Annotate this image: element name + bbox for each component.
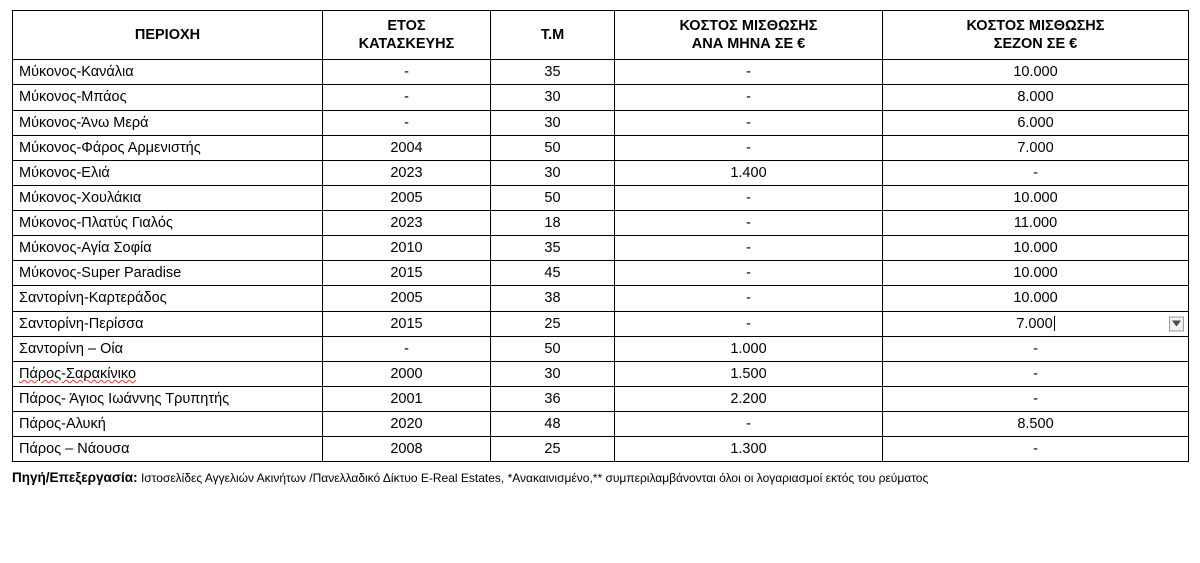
cell-sqm: 50: [491, 185, 615, 210]
cell-monthly-cost: 1.500: [615, 361, 883, 386]
cell-sqm: 35: [491, 60, 615, 85]
column-header-area: [13, 11, 323, 60]
cell-season-cost: 6.000: [883, 110, 1189, 135]
cell-area-text: Πάρος-Σαρακίνικο: [19, 365, 137, 382]
cell-season-cost: -: [883, 386, 1189, 411]
cell-monthly-cost: -: [615, 135, 883, 160]
column-header-area-label: ΠΕΡΙΟΧΗ: [134, 27, 201, 44]
cell-season-cost: -: [883, 361, 1189, 386]
column-header-season-line1: ΚΟΣΤΟΣ ΜΙΣΘΩΣΗΣ: [966, 18, 1105, 34]
cell-year: 2023: [323, 160, 491, 185]
cell-sqm: 30: [491, 361, 615, 386]
table-header: [13, 11, 1189, 60]
cell-year: 2008: [323, 437, 491, 462]
table-row: [13, 135, 1189, 160]
cell-sqm: 48: [491, 412, 615, 437]
cell-year: 2005: [323, 185, 491, 210]
table-row: [13, 110, 1189, 135]
cell-area: [13, 361, 323, 386]
cell-monthly-cost: 1.400: [615, 160, 883, 185]
cell-season-cost: 8.000: [883, 85, 1189, 110]
table-row: [13, 261, 1189, 286]
table-body: [13, 60, 1189, 462]
cell-season-cost: -: [883, 160, 1189, 185]
cell-area: Μύκονος-Πλατύς Γιαλός: [13, 211, 323, 236]
cell-season-cost: 10.000: [883, 261, 1189, 286]
cell-year: 2000: [323, 361, 491, 386]
cell-area: Μύκονος-Άνω Μερά: [13, 110, 323, 135]
table-row: [13, 211, 1189, 236]
cell-area: Μύκονος-Μπάος: [13, 85, 323, 110]
column-header-year: [323, 11, 491, 60]
cell-area: Μύκονος-Super Paradise: [13, 261, 323, 286]
chevron-down-icon[interactable]: [1169, 316, 1184, 331]
cell-monthly-cost: -: [615, 85, 883, 110]
cell-season-cost: 7.000: [883, 135, 1189, 160]
cell-area: Πάρος- Άγιος Ιωάννης Τρυπητής: [13, 386, 323, 411]
cell-monthly-cost: -: [615, 286, 883, 311]
cell-monthly-cost: 1.300: [615, 437, 883, 462]
column-header-year-line2: ΚΑΤΑΣΚΕΥΗΣ: [358, 36, 455, 53]
cell-year: -: [323, 336, 491, 361]
table-row: [13, 437, 1189, 462]
cell-year: -: [323, 110, 491, 135]
column-header-season-line2: ΣΕΖΟΝ ΣΕ €: [993, 36, 1078, 53]
column-header-sqm: [491, 11, 615, 60]
cell-sqm: 38: [491, 286, 615, 311]
cell-season-cost: 10.000: [883, 185, 1189, 210]
cell-area: Σαντορίνη – Οία: [13, 336, 323, 361]
cell-sqm: 50: [491, 135, 615, 160]
cell-sqm: 50: [491, 336, 615, 361]
column-header-monthly-line1: ΚΟΣΤΟΣ ΜΙΣΘΩΣΗΣ: [679, 18, 818, 34]
cell-year: 2015: [323, 261, 491, 286]
cell-season-cost: -: [883, 336, 1189, 361]
cell-sqm: 25: [491, 437, 615, 462]
table-row: [13, 85, 1189, 110]
table-header-row: [13, 11, 1189, 60]
cell-monthly-cost: -: [615, 211, 883, 236]
cell-sqm: 36: [491, 386, 615, 411]
source-note-text: Ιστοσελίδες Αγγελιών Ακινήτων /Πανελλαδικό Δίκτυο E-Real Estates, *Ανακαινισμένο,** συμπεριλαμβάνονται όλοι οι λογαριασμοί εκτός του ρεύματος: [137, 471, 929, 486]
cell-season-cost: 8.500: [883, 412, 1189, 437]
cell-season-cost: 10.000: [883, 286, 1189, 311]
table-row: [13, 336, 1189, 361]
cell-season-cost: 10.000: [883, 236, 1189, 261]
cell-year: 2020: [323, 412, 491, 437]
cell-area: Μύκονος-Φάρος Αρμενιστής: [13, 135, 323, 160]
text-caret: [1054, 316, 1055, 331]
column-header-season-cost: [883, 11, 1189, 60]
selected-cell-value: 7.000: [1016, 315, 1053, 332]
cell-sqm: 30: [491, 160, 615, 185]
cell-monthly-cost: -: [615, 185, 883, 210]
cell-year: 2004: [323, 135, 491, 160]
cell-year: 2010: [323, 236, 491, 261]
cell-season-cost-selected[interactable]: [883, 311, 1189, 336]
cell-area: Μύκονος-Χουλάκια: [13, 185, 323, 210]
rental-prices-table: [12, 10, 1189, 462]
cell-monthly-cost: -: [615, 412, 883, 437]
cell-monthly-cost: -: [615, 110, 883, 135]
column-header-year-line1: ΕΤΟΣ: [387, 18, 426, 34]
source-note: [12, 469, 1188, 487]
cell-monthly-cost: -: [615, 311, 883, 336]
table-row: [13, 236, 1189, 261]
cell-year: 2023: [323, 211, 491, 236]
cell-monthly-cost: -: [615, 261, 883, 286]
cell-area: Σαντορίνη-Περίσσα: [13, 311, 323, 336]
table-row: [13, 286, 1189, 311]
table-row: [13, 386, 1189, 411]
cell-year: -: [323, 85, 491, 110]
table-row: [13, 60, 1189, 85]
cell-year: 2001: [323, 386, 491, 411]
cell-monthly-cost: 1.000: [615, 336, 883, 361]
cell-monthly-cost: -: [615, 236, 883, 261]
table-row: [13, 361, 1189, 386]
source-note-label: Πηγή/Επεξεργασία:: [12, 470, 138, 486]
column-header-monthly-line2: ΑΝΑ ΜΗΝΑ ΣΕ €: [691, 36, 806, 53]
table-row: [13, 160, 1189, 185]
column-header-sqm-label: Τ.Μ: [540, 27, 565, 44]
column-header-monthly-cost: [615, 11, 883, 60]
cell-area: Μύκονος-Αγία Σοφία: [13, 236, 323, 261]
cell-year: 2005: [323, 286, 491, 311]
cell-sqm: 35: [491, 236, 615, 261]
cell-monthly-cost: 2.200: [615, 386, 883, 411]
cell-sqm: 18: [491, 211, 615, 236]
cell-season-cost: 10.000: [883, 60, 1189, 85]
cell-area: Μύκονος-Κανάλια: [13, 60, 323, 85]
cell-sqm: 25: [491, 311, 615, 336]
table-row: [13, 412, 1189, 437]
cell-sqm: 30: [491, 85, 615, 110]
cell-area: Πάρος-Αλυκή: [13, 412, 323, 437]
cell-area: Μύκονος-Ελιά: [13, 160, 323, 185]
cell-sqm: 45: [491, 261, 615, 286]
table-row: [13, 185, 1189, 210]
cell-area: Σαντορίνη-Καρτεράδος: [13, 286, 323, 311]
cell-sqm: 30: [491, 110, 615, 135]
cell-area: Πάρος – Νάουσα: [13, 437, 323, 462]
cell-monthly-cost: -: [615, 60, 883, 85]
cell-year: 2015: [323, 311, 491, 336]
cell-season-cost: -: [883, 437, 1189, 462]
table-row: [13, 311, 1189, 336]
cell-year: -: [323, 60, 491, 85]
cell-season-cost: 11.000: [883, 211, 1189, 236]
